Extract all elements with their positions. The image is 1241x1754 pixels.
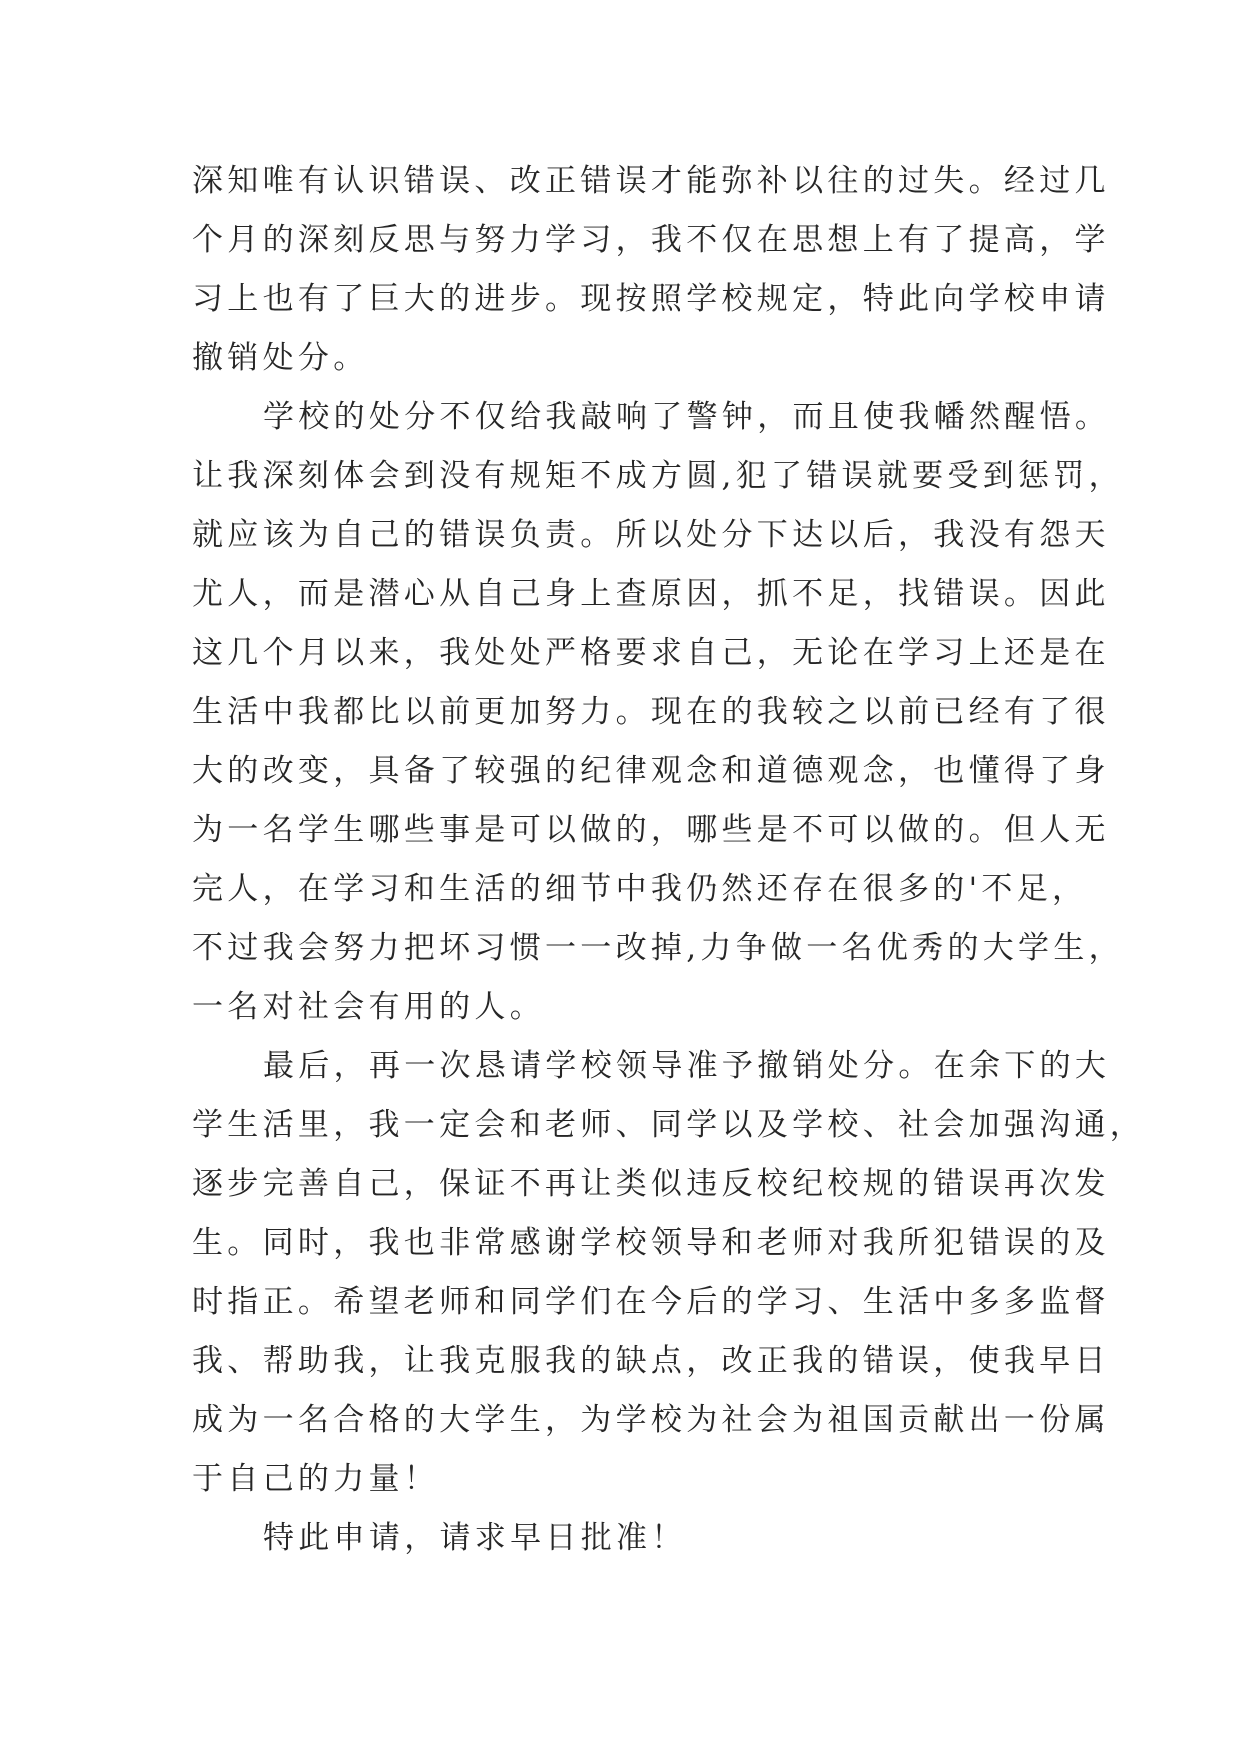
text-line: 大的改变，具备了较强的纪律观念和道德观念，也懂得了身 xyxy=(192,753,1110,789)
text-line: 就应该为自己的错误负责。所以处分下达以后，我没有怨天 xyxy=(192,517,1110,553)
paragraph-2 xyxy=(192,388,1124,1037)
text-line: 这几个月以来，我处处严格要求自己，无论在学习上还是在 xyxy=(192,635,1110,671)
text-line: 让我深刻体会到没有规矩不成方圆,犯了错误就要受到惩罚， xyxy=(192,458,1124,494)
document-body xyxy=(192,152,1146,1568)
text-line: 尤人，而是潜心从自己身上查原因，抓不足，找错误。因此 xyxy=(192,576,1110,612)
text-line: 撤销处分。 xyxy=(192,340,369,376)
paragraph-1 xyxy=(192,152,1110,388)
text-line: 于自己的力量！ xyxy=(192,1461,440,1497)
text-line: 时指正。希望老师和同学们在今后的学习、生活中多多监督 xyxy=(192,1284,1110,1320)
text-line: 学校的处分不仅给我敲响了警钟，而且使我幡然醒悟。 xyxy=(263,399,1111,435)
text-line: 特此申请，请求早日批准！ xyxy=(263,1520,687,1556)
text-line: 习上也有了巨大的进步。现按照学校规定，特此向学校申请 xyxy=(192,281,1110,317)
text-line: 完人，在学习和生活的细节中我仍然还存在很多的'不足， xyxy=(192,871,1088,907)
paragraph-3 xyxy=(192,1037,1146,1509)
text-line: 个月的深刻反思与努力学习，我不仅在思想上有了提高，学 xyxy=(192,222,1110,258)
text-line: 为一名学生哪些事是可以做的，哪些是不可以做的。但人无 xyxy=(192,812,1110,848)
text-line: 最后，再一次恳请学校领导准予撤销处分。在余下的大 xyxy=(263,1048,1111,1084)
text-line: 一名对社会有用的人。 xyxy=(192,989,545,1025)
text-line: 成为一名合格的大学生，为学校为社会为祖国贡献出一份属 xyxy=(192,1402,1110,1438)
text-line: 深知唯有认识错误、改正错误才能弥补以往的过失。经过几 xyxy=(192,163,1110,199)
text-line: 生活中我都比以前更加努力。现在的我较之以前已经有了很 xyxy=(192,694,1110,730)
text-line: 学生活里，我一定会和老师、同学以及学校、社会加强沟通， xyxy=(192,1107,1146,1143)
paragraph-4 xyxy=(192,1509,1092,1568)
text-line: 生。同时，我也非常感谢学校领导和老师对我所犯错误的及 xyxy=(192,1225,1110,1261)
text-line: 逐步完善自己，保证不再让类似违反校纪校规的错误再次发 xyxy=(192,1166,1110,1202)
text-line: 不过我会努力把坏习惯一一改掉,力争做一名优秀的大学生， xyxy=(192,930,1124,966)
text-line: 我、帮助我，让我克服我的缺点，改正我的错误，使我早日 xyxy=(192,1343,1110,1379)
